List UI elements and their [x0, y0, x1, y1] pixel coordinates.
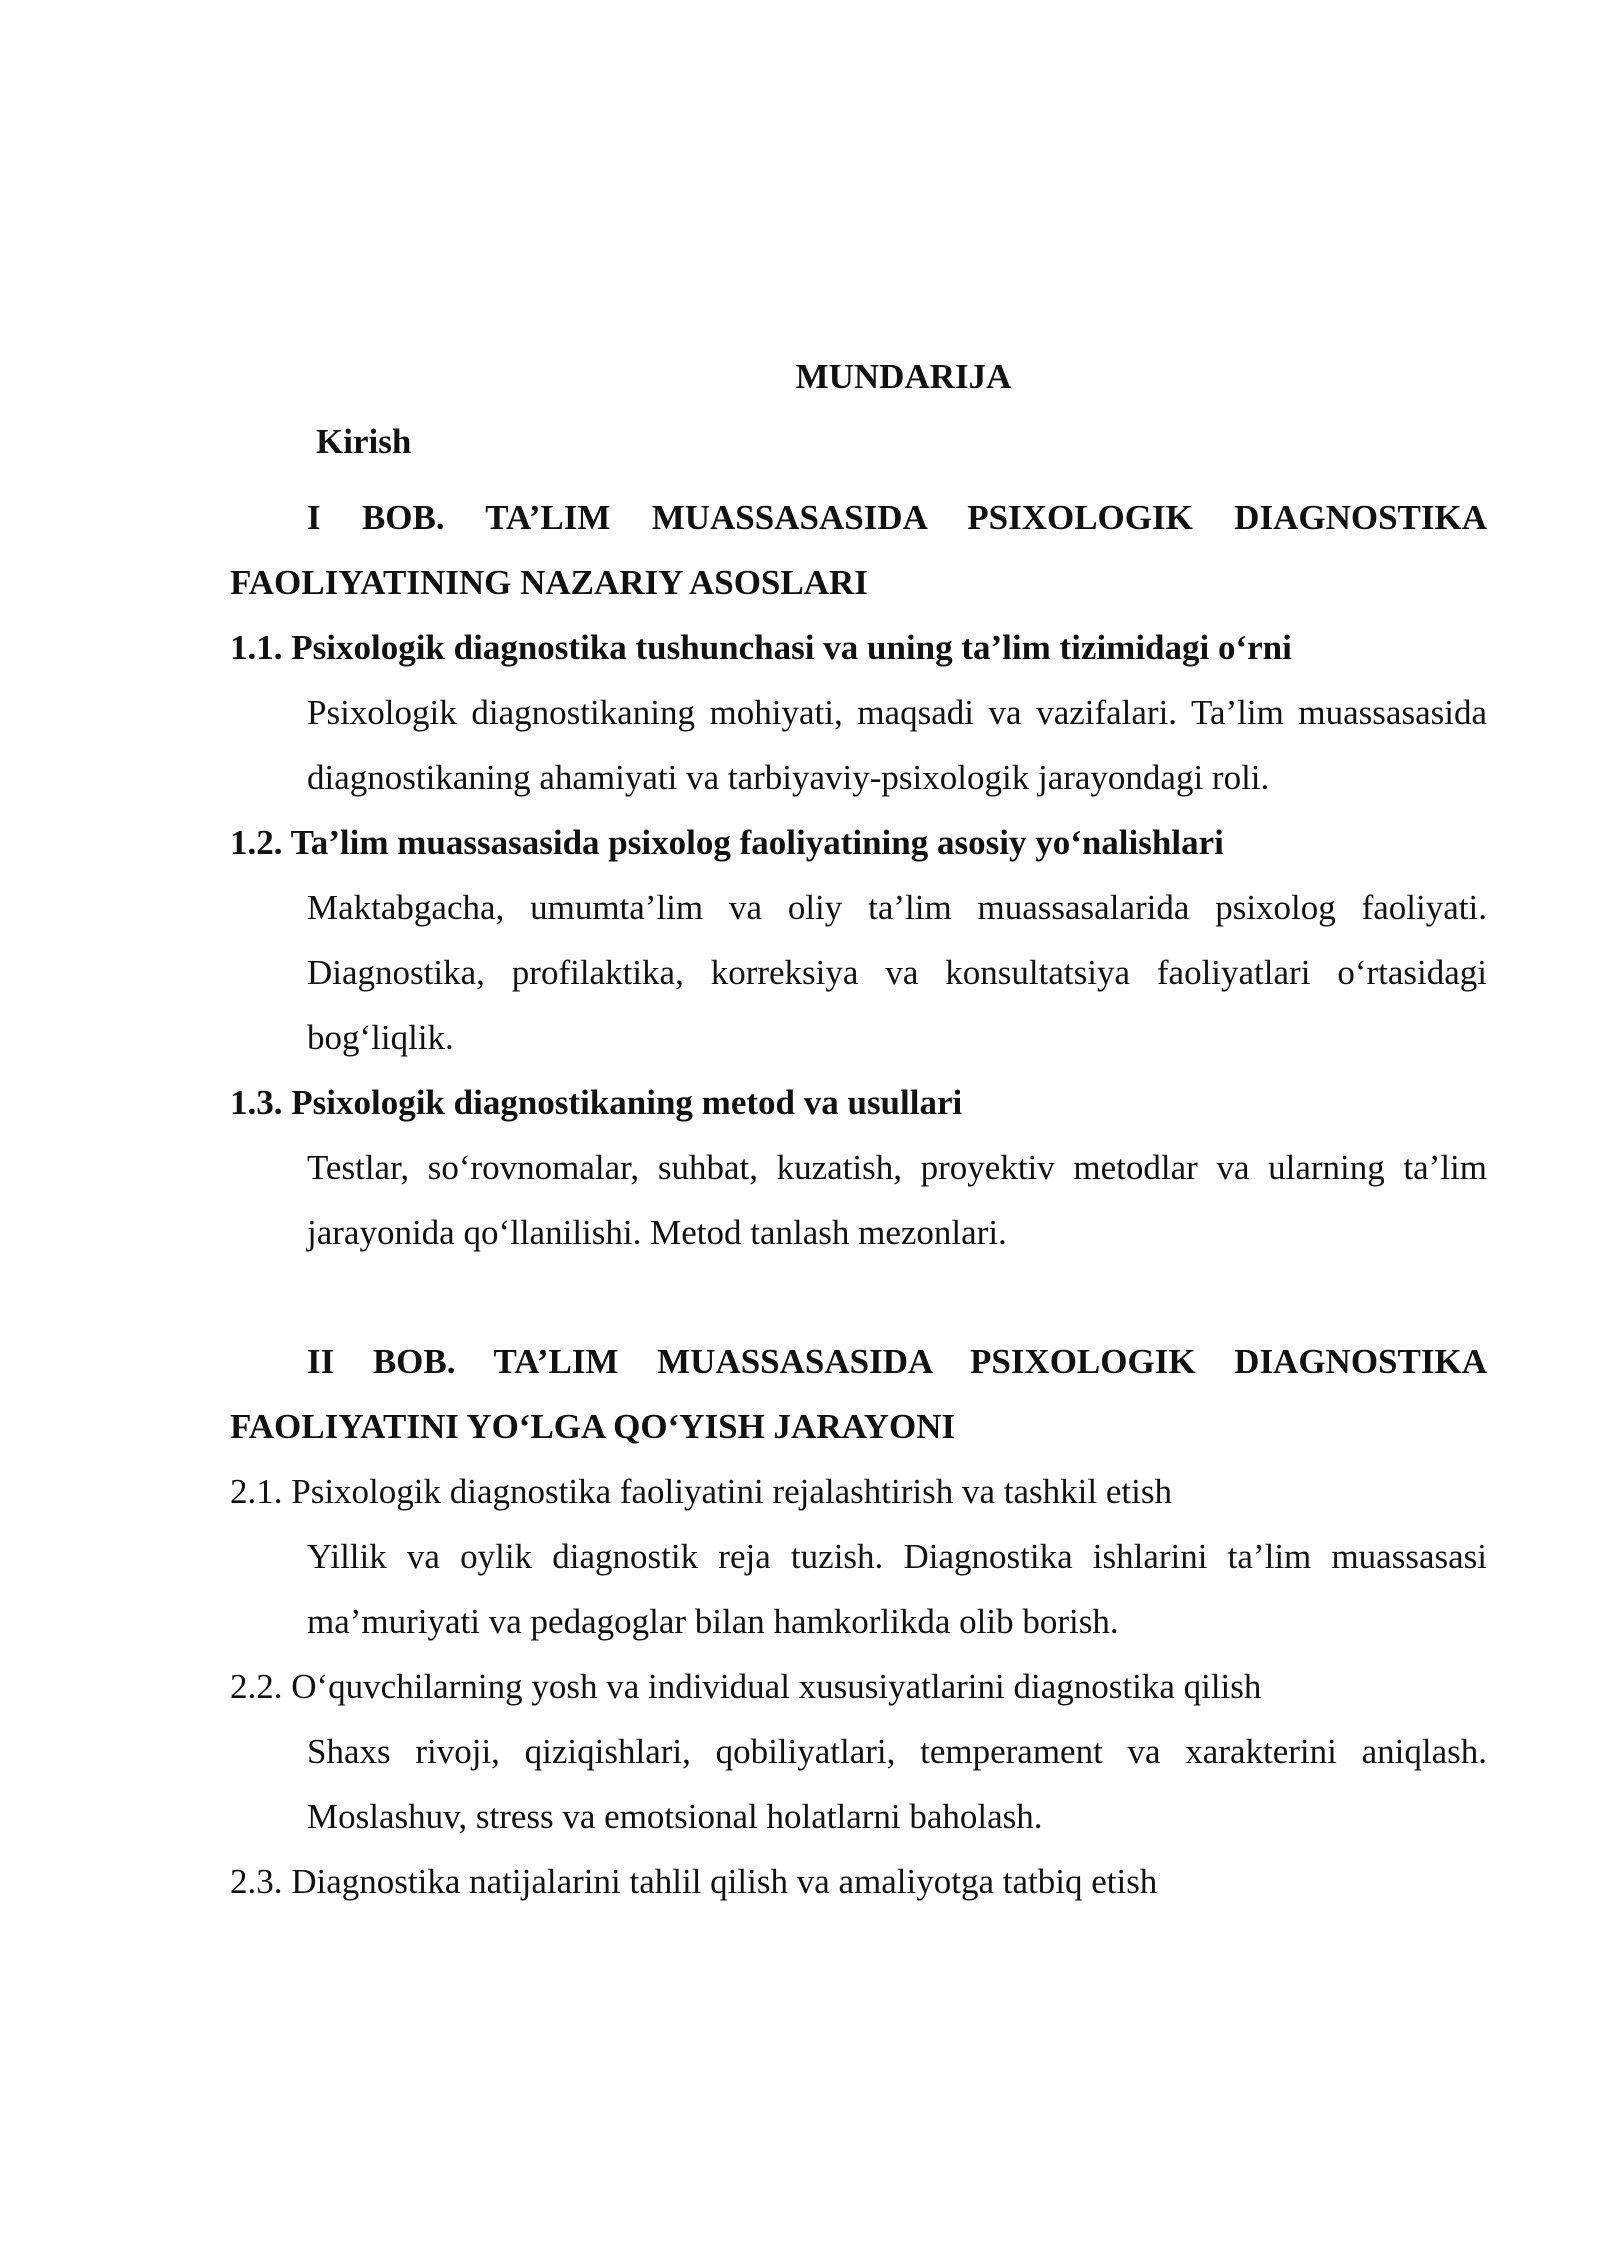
section-1-3-description: Testlar, so‘rovnomalar, suhbat, kuzatish, proyektiv metodlar va ularning ta’lim jarayonida qo‘llanilishi. Metod tanlash mezonlari.: [307, 1148, 1487, 1252]
chapter-1-title: I BOB. TA’LIM MUASSASASIDA PSIXOLOGIK DIAGNOSTIKA FAOLIYATINING NAZARIY ASOSLARI: [230, 498, 1487, 602]
section-1-2-title: 1.2. Ta’lim muassasasida psixolog faoliyatining asosiy yo‘nalishlari: [230, 823, 1224, 862]
toc-item-introduction: Kirish: [316, 422, 412, 461]
section-2-1-title: 2.1. Psixologik diagnostika faoliyatini rejalashtirish va tashkil etish: [230, 1472, 1172, 1511]
section-2-2-title: 2.2. O‘quvchilarning yosh va individual xususiyatlarini diagnostika qilish: [230, 1667, 1262, 1706]
document-page: [230, 355, 1487, 1914]
section-1-1-title: 1.1. Psixologik diagnostika tushunchasi va uning ta’lim tizimidagi o‘rni: [230, 628, 1292, 667]
section-1-2-description: Maktabgacha, umumta’lim va oliy ta’lim muassasalarida psixolog faoliyati. Diagnostika, profilaktika, korreksiya va konsultatsiya faoliyatlari o‘rtasidagi bog‘liqlik.: [307, 888, 1487, 1057]
section-2-1-description: Yillik va oylik diagnostik reja tuzish. Diagnostika ishlarini ta’lim muassasasi ma’muriyati va pedagoglar bilan hamkorlikda olib borish.: [307, 1537, 1487, 1641]
table-of-contents-title: MUNDARIJA: [795, 357, 1012, 396]
section-2-3-title: 2.3. Diagnostika natijalarini tahlil qilish va amaliyotga tatbiq etish: [230, 1862, 1158, 1901]
section-1-3-title: 1.3. Psixologik diagnostikaning metod va usullari: [230, 1083, 963, 1122]
chapter-2-title: II BOB. TA’LIM MUASSASASIDA PSIXOLOGIK DIAGNOSTIKA FAOLIYATINI YO‘LGA QO‘YISH JARAYONI: [230, 1342, 1487, 1446]
section-2-2-description: Shaxs rivoji, qiziqishlari, qobiliyatlari, temperament va xarakterini aniqlash. Moslashuv, stress va emotsional holatlarni baholash.: [307, 1732, 1487, 1836]
section-1-1-description: Psixologik diagnostikaning mohiyati, maqsadi va vazifalari. Ta’lim muassasasida diagnostikaning ahamiyati va tarbiyaviy-psixologik jarayondagi roli.: [307, 693, 1487, 797]
